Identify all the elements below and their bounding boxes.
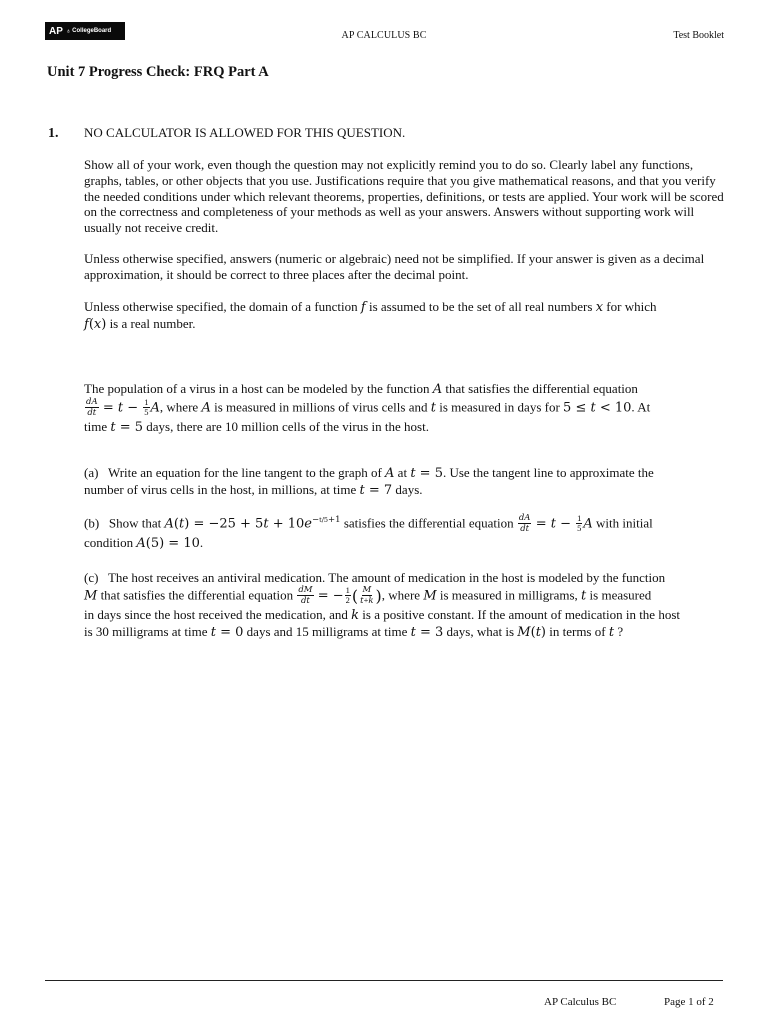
logo-cb-text: CollegeBoard [72,28,112,34]
footer-divider [45,980,723,981]
header-course: AP CALCULUS BC [341,30,427,41]
header-booklet: Test Booklet [673,30,724,41]
part-b: (b) Show that $A(t) = -25 + 5t + 10e^{-t/5+1}$ satisfies the differential equation $\frac{dA}{dt}$ = t − $\frac{1}{5}$ A with initial condition A(5) = 10. [84,512,653,551]
page-title: Unit 7 Progress Check: FRQ Part A [47,64,269,80]
instructions-paragraph: Show all of your work, even though the question may not explicitly remind you to do so. Clearly label any functions, graphs, tables, or other objects that you use. Justifications require that you give mathematical reasons, and that you verify the needed conditions under which relevant theorems, properties, definitions, or tests are applied. Your work will be scored on the correctness and completeness of your methods as well as your answers. Answers without supporting work will usually not receive credit. [84,157,724,236]
page-number: Page 1 of 2 [664,996,714,1008]
part-c: (c) The host receives an antiviral medication. The amount of medication in the host is modeled by the function M that satisfies the differential equation $\frac{dM}{dt}$ = − $\frac{1}{2}$ ( $\frac{M}{t+k}$ ), where M is measured in milligrams, t is measured in days since the host received the medication, and k is a positive constant. If the amount of medication in the host is 30 milligrams at time t = 0 days and 15 milligrams at time t = 3 days, what is M(t) in terms of t ? [84,570,680,640]
part-a: (a) Write an equation for the line tangent to the graph of A at t = 5. Use the tangent line to approximate the number of virus cells in the host, in millions, at time t = 7 days. [84,465,654,498]
footer-course: AP Calculus BC [544,996,617,1008]
logo-ap-text: AP [49,25,63,37]
acorn-icon: ♁ [65,27,72,35]
question-stem: The population of a virus in a host can be modeled by the function A that satisfies the differential equation $\frac{dA}{dt}$ = t − $\frac{1}{5}$ A, where A is measured in millions of virus cells and t is measured in days for 5 ≤ t < 10. At time t = 5 days, there are 10 million cells of the virus in the host. [84,381,651,435]
simplify-note: Unless otherwise specified, answers (numeric or algebraic) need not be simplified. If your answer is given as a decimal approximation, it should be correct to three places after the decimal point. [84,251,705,282]
question-number: 1. [48,126,59,141]
domain-note: Unless otherwise specified, the domain of a function f is assumed to be the set of all real numbers x for which f(x) is a real number. [84,299,657,332]
calculator-note: NO CALCULATOR IS ALLOWED FOR THIS QUESTION. [84,125,406,140]
